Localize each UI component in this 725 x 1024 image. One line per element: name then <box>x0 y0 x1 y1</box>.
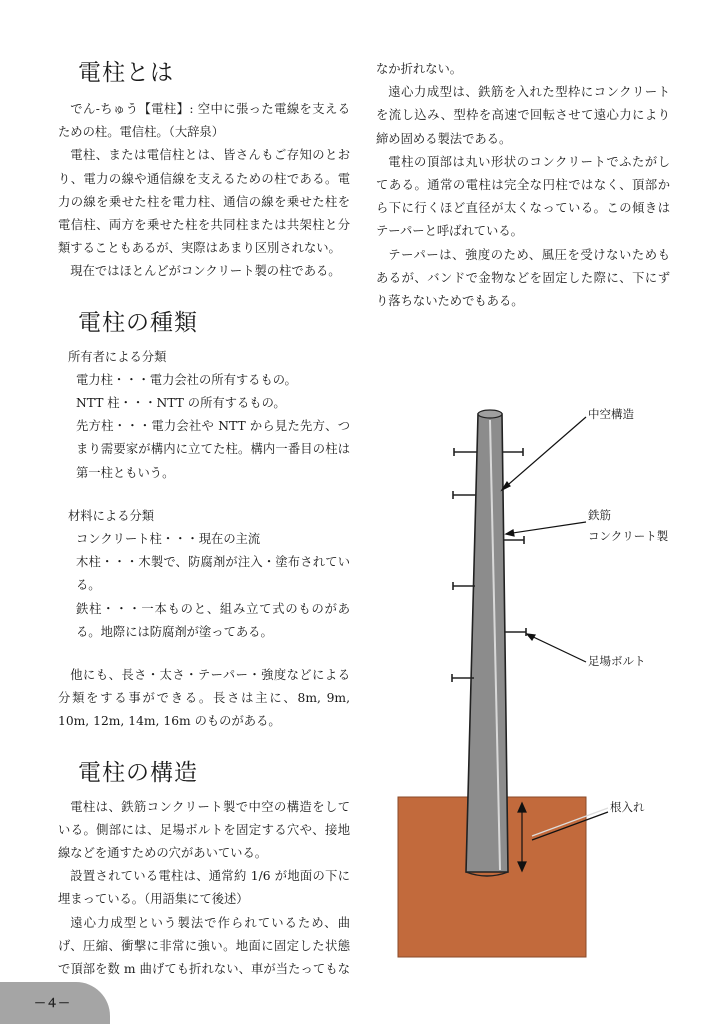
material-item-concrete: コンクリート柱・・・現在の主流 <box>76 532 261 547</box>
heading-pole-structure: 電柱の構造 <box>78 759 198 786</box>
label-concrete: コンクリート製 <box>588 529 669 543</box>
left-column <box>58 58 350 1005</box>
structure-paragraph-3: 遠心力成型という製法で作られているため、曲げ、圧縮、衝撃に非常に強い。地面に固定した状態で頂部を数 m 曲げても折れない、車が当たってもな <box>58 915 350 977</box>
label-rebar: 鉄筋 <box>588 508 611 522</box>
taper-paragraph: テーパーは、強度のため、風圧を受けないためもあるが、バンドで金物などを固定した際に、下にずり落ちないためでもある。 <box>376 247 670 309</box>
current-paragraph: 現在ではほとんどがコンクリート製の柱である。 <box>70 264 341 279</box>
label-hollow-structure: 中空構造 <box>588 407 634 421</box>
material-item-steel: 鉄柱・・・一本ものと、組み立て式のものがある。地際には防腐剤が塗ってある。 <box>76 601 350 639</box>
page-number-tab <box>0 982 110 1024</box>
owner-class-title: 所有者による分類 <box>68 349 167 364</box>
label-step-bolt: 足場ボルト <box>588 654 646 668</box>
pole-body <box>466 414 508 872</box>
label-embedment: 根入れ <box>610 800 645 814</box>
right-column <box>376 58 670 313</box>
structure-paragraph-1: 電柱は、鉄筋コンクリート製で中空の構造をしている。側部には、足場ボルトを固定する穴や、接地線などを通すための穴があいている。 <box>58 799 350 861</box>
structure-paragraph-2: 設置されている電柱は、通常約 1/6 が地面の下に埋まっている。（用語集にて後述） <box>58 869 350 907</box>
material-class-title: 材料による分類 <box>68 508 155 523</box>
pole-illustration <box>390 400 690 960</box>
pole-top-paragraph: 電柱の頂部は丸い形状のコンクリートでふたがしてある。通常の電柱は完全な円柱ではなく、頂部から下に行くほど直径が太くなっている。この傾きはテーパーと呼ばれている。 <box>376 154 670 239</box>
owner-item-power: 電力柱・・・電力会社の所有するもの。 <box>76 372 297 387</box>
material-item-wood: 木柱・・・木製で、防腐剤が注入・塗布されている。 <box>76 555 350 593</box>
centrifugal-paragraph: 遠心力成型は、鉄筋を入れた型枠にコンクリートを流し込み、型枠を高速で回転させて遠心力により締め固める製法である。 <box>376 85 670 146</box>
heading-pole-types: 電柱の種類 <box>78 309 198 336</box>
heading-what-is-pole: 電柱とは <box>78 60 174 86</box>
intro-paragraph: 電柱、または電信柱とは、皆さんもご存知のとおり、電力の線や通信線を支えるための柱である。電力の線を乗せた柱を電力柱、通信の線を乗せた柱を電信柱、両方を乗せた柱を共同柱または共架柱と分類することもあるが、実際はあまり区別されない。 <box>58 148 350 256</box>
page-number: －４－ <box>34 996 71 1010</box>
continued-text: なか折れない。 <box>376 62 463 76</box>
definition-text: でん‐ちゅう【電柱】: 空中に張った電線を支えるための柱。電信柱。（大辞泉） <box>58 102 350 140</box>
other-classification-paragraph: 他にも、長さ・太さ・テーパー・強度などによる分類をする事ができる。長さは主に、8m, 9m, 10m, 12m, 14m, 16m のものがある。 <box>58 668 350 729</box>
owner-item-customer: 先方柱・・・電力会社や NTT から見た先方、つまり需要家が構内に立てた柱。構内一番目の柱は第一柱ともいう。 <box>76 419 350 480</box>
pole-cap <box>478 410 502 418</box>
owner-item-ntt: NTT 柱・・・NTT の所有するもの。 <box>76 396 286 411</box>
pole-structure-diagram <box>390 400 690 960</box>
